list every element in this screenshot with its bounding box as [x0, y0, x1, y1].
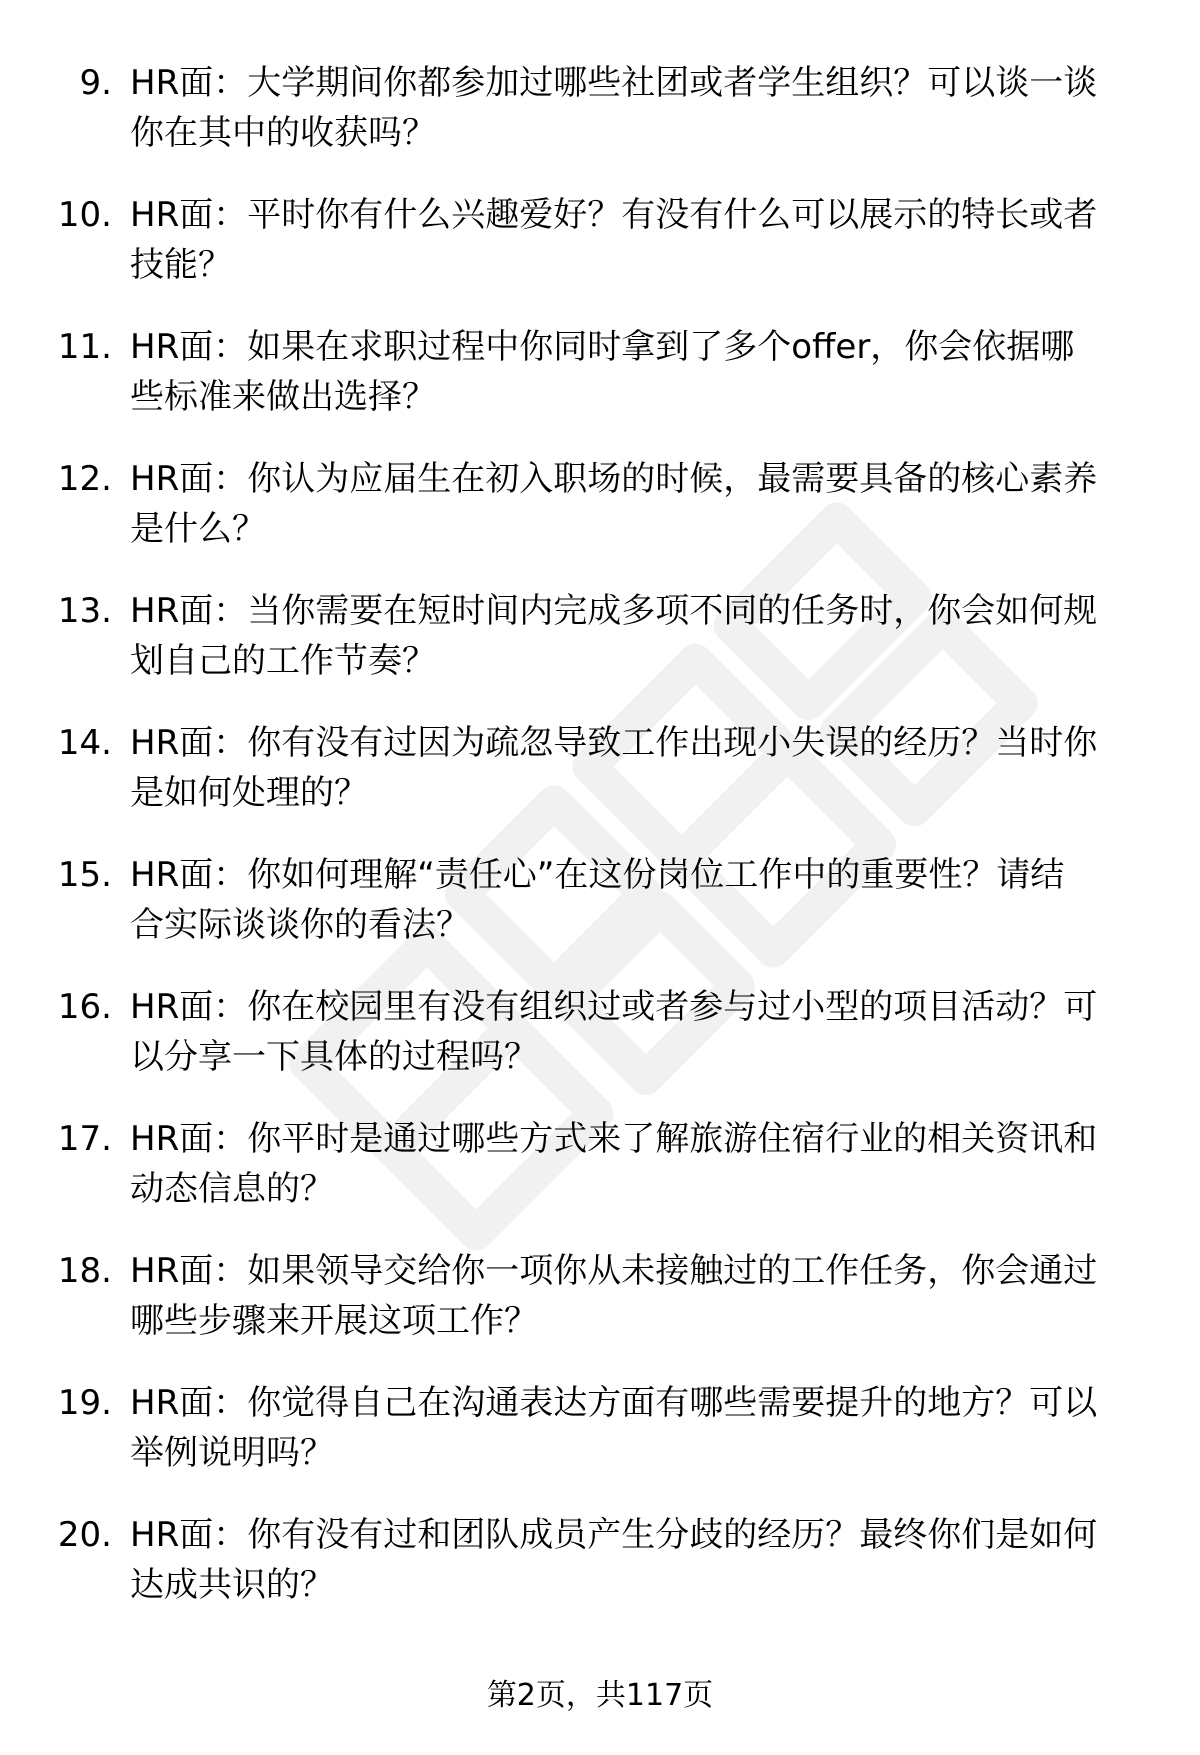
question-number: 14. [57, 723, 112, 763]
question-text: HR面：当你需要在短时间内完成多项不同的任务时，你会如何规 划自己的工作节奏？ [130, 591, 1098, 681]
question-text: HR面：平时你有什么兴趣爱好？有没有什么可以展示的特长或者 技能？ [130, 195, 1098, 285]
question-number: 13. [57, 591, 112, 631]
question-item [0, 718, 1200, 850]
question-number: 12. [57, 459, 112, 499]
question-text: HR面：你有没有过和团队成员产生分歧的经历？最终你们是如何 达成共识的？ [130, 1515, 1098, 1605]
question-item [0, 190, 1200, 322]
question-text: HR面：你在校园里有没有组织过或者参与过小型的项目活动？可 以分享一下具体的过程吗？ [130, 987, 1098, 1077]
question-item [0, 322, 1200, 454]
question-number: 20. [57, 1515, 112, 1555]
question-list [0, 58, 1200, 1642]
question-number: 16. [57, 987, 112, 1027]
question-text: HR面：你如何理解“责任心”在这份岗位工作中的重要性？请结 合实际谈谈你的看法？ [130, 855, 1065, 945]
question-text: HR面：你平时是通过哪些方式来了解旅游住宿行业的相关资讯和 动态信息的？ [130, 1119, 1098, 1209]
question-item [0, 1114, 1200, 1246]
question-item [0, 1246, 1200, 1378]
question-number: 10. [57, 195, 112, 235]
question-text: HR面：你认为应届生在初入职场的时候，最需要具备的核心素养 是什么？ [130, 459, 1098, 549]
question-text: HR面：如果领导交给你一项你从未接触过的工作任务，你会通过 哪些步骤来开展这项工作？ [130, 1251, 1098, 1341]
question-item [0, 586, 1200, 718]
question-item [0, 1510, 1200, 1642]
question-text: HR面：你觉得自己在沟通表达方面有哪些需要提升的地方？可以 举例说明吗？ [130, 1383, 1098, 1473]
question-text: HR面：如果在求职过程中你同时拿到了多个offer，你会依据哪 些标准来做出选择？ [130, 327, 1075, 417]
question-item [0, 982, 1200, 1114]
question-number: 11. [57, 327, 112, 367]
question-text: HR面：大学期间你都参加过哪些社团或者学生组织？可以谈一谈 你在其中的收获吗？ [130, 63, 1098, 153]
question-item [0, 850, 1200, 982]
question-number: 15. [57, 855, 112, 895]
question-item [0, 454, 1200, 586]
page-footer: 第2页，共117页 [486, 1678, 714, 1713]
question-item [0, 1378, 1200, 1510]
question-item [0, 58, 1200, 190]
question-number: 19. [57, 1383, 112, 1423]
question-number: 17. [57, 1119, 112, 1159]
question-number: 18. [57, 1251, 112, 1291]
question-number: 9. [79, 63, 112, 103]
question-text: HR面：你有没有过因为疏忽导致工作出现小失误的经历？当时你 是如何处理的？ [130, 723, 1098, 813]
